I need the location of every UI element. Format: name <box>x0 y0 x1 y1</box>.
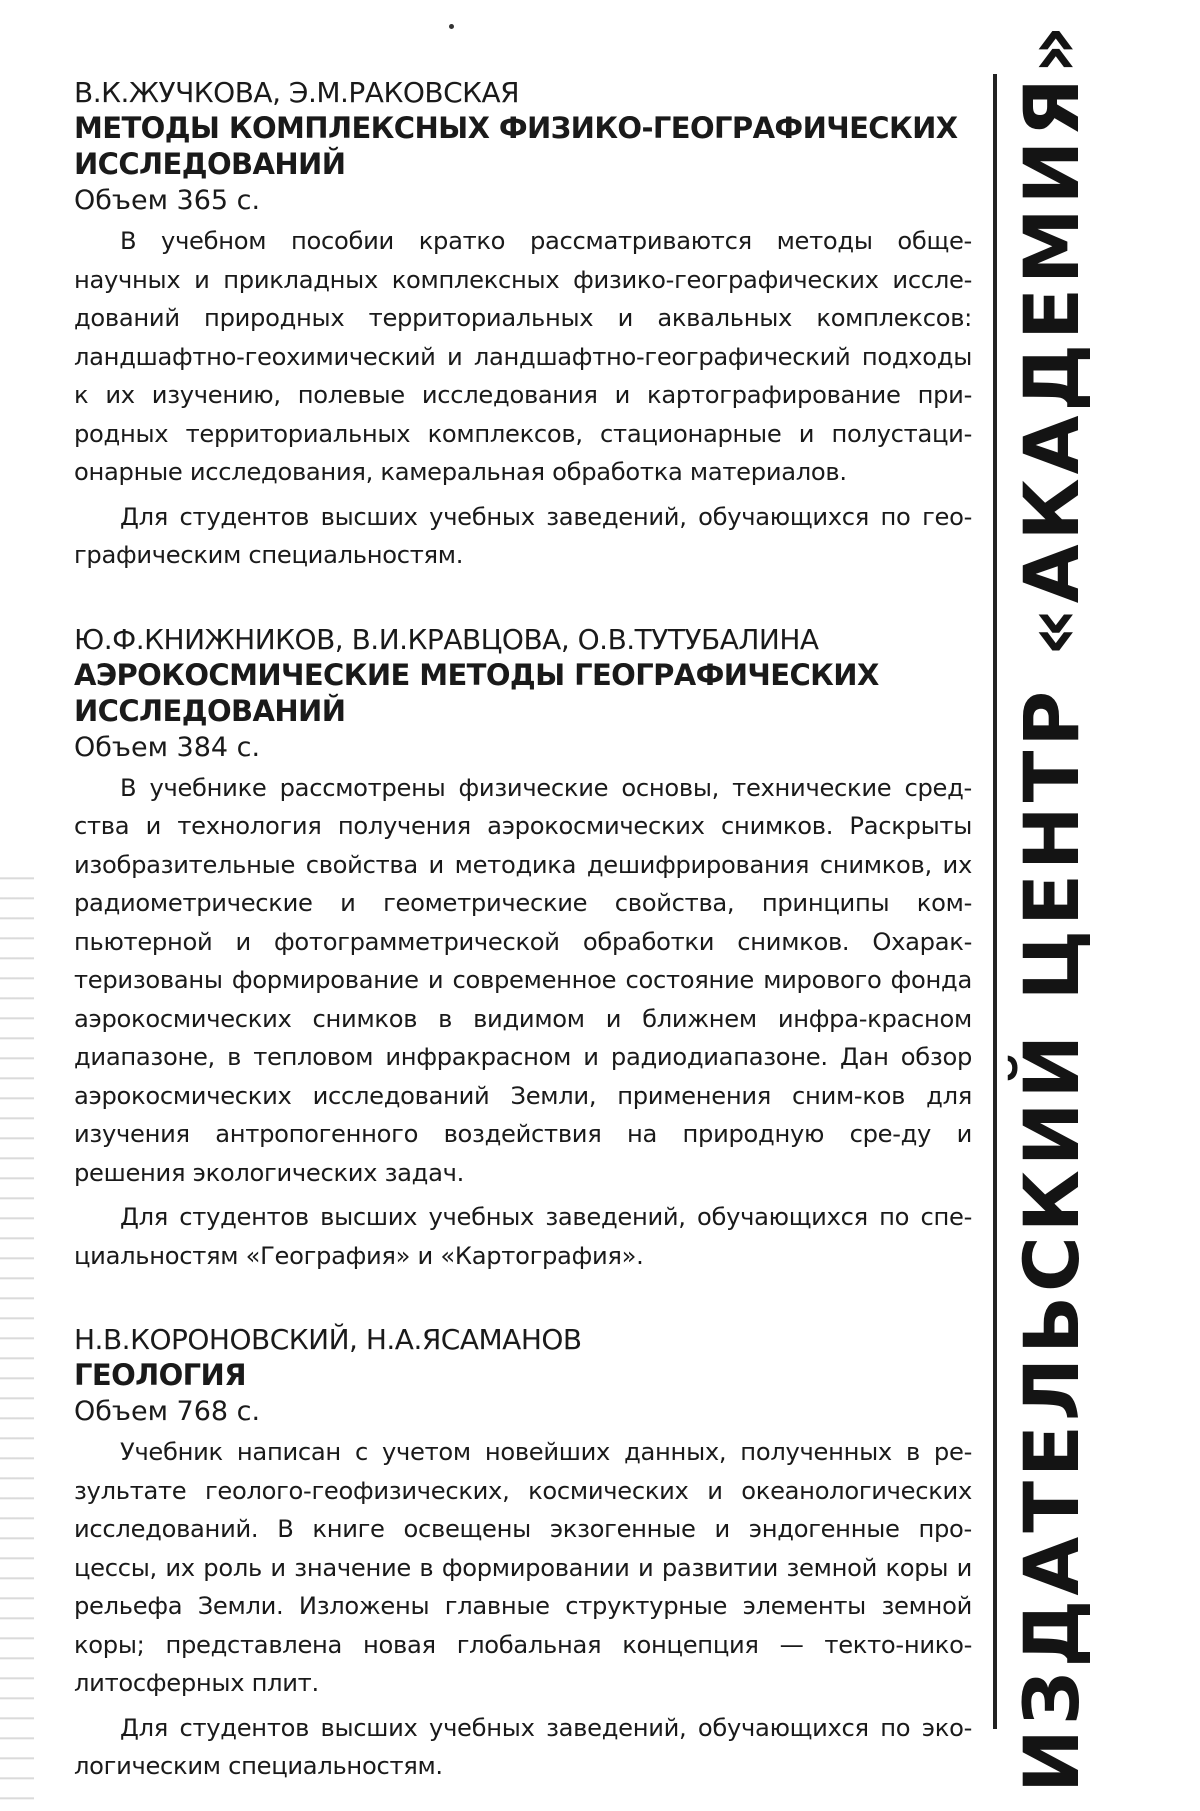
book-entry <box>74 1323 972 1786</box>
publisher-spine <box>1004 21 1100 1793</box>
book-entry <box>74 623 972 1276</box>
book-list <box>74 76 972 1786</box>
book-authors: В.К.ЖУЧКОВА, Э.М.РАКОВСКАЯ <box>74 76 520 109</box>
book-audience: Для студентов высших учебных заведений, обучающихся по гео-графическим специальностям. <box>74 502 972 569</box>
book-title-line: ГЕОЛОГИЯ <box>74 1358 246 1392</box>
book-title-line: ИССЛЕДОВАНИЙ <box>74 147 346 181</box>
book-title <box>74 110 972 182</box>
book-title <box>74 657 972 729</box>
book-title-line: ИССЛЕДОВАНИЙ <box>74 693 346 728</box>
vertical-divider <box>993 74 997 1729</box>
book-authors: Ю.Ф.КНИЖНИКОВ, В.И.КРАВЦОВА, О.В.ТУТУБАЛИНА <box>74 622 819 656</box>
book-authors: Н.В.КОРОНОВСКИЙ, Н.А.ЯСАМАНОВ <box>74 1323 582 1356</box>
book-audience: Для студентов высших учебных заведений, обучающихся по спе-циальностям «География» и «Картография». <box>74 1203 972 1270</box>
book-title-line: АЭРОКОСМИЧЕСКИЕ МЕТОДЫ ГЕОГРАФИЧЕСКИХ <box>74 657 879 692</box>
book-title <box>74 1357 972 1393</box>
book-entry <box>74 76 972 575</box>
book-title-line: МЕТОДЫ КОМПЛЕКСНЫХ ФИЗИКО-ГЕОГРАФИЧЕСКИХ <box>74 111 958 145</box>
book-volume: Объем 768 с. <box>74 1396 261 1427</box>
book-description: В учебнике рассмотрены физические основы, технические сред-ства и технология получения аэрокосмических снимков. Раскрыты изобразительные свойства и методика дешифрирования снимков, их радиометрические и геометрические свойства, принципы ком-пьютерной и фотограмметрической обработки снимков. Охарак-теризованы формирование и современное состояние мирового фонда аэрокосмических снимков в видимом и ближнем инфра-красном диапазоне, в тепловом инфракрасном и радиодиапазоне. Дан обзор аэрокосмических исследований Земли, применения сним-ков для изучения антропогенного воздействия на природную сре-ду и решения экологических задач. <box>74 773 972 1187</box>
book-volume: Объем 365 с. <box>74 185 261 216</box>
publisher-name: ИЗДАТЕЛЬСКИЙ ЦЕНТР «АКАДЕМИЯ» <box>1007 21 1097 1793</box>
book-audience: Для студентов высших учебных заведений, обучающихся по эко-логическим специальностям. <box>74 1713 972 1780</box>
scan-edge <box>0 860 34 1810</box>
book-description: Учебник написан с учетом новейших данных, полученных в ре-зультате геолого-геофизических, космических и океанологических исследований. В книге освещены экзогенные и эндогенные про-цессы, их роль и значение в формировании и развитии земной коры и рельефа Земли. Изложены главные структурные элементы земной коры; представлена новая глобальная концепция — текто-нико-литосферных плит. <box>74 1438 972 1697</box>
book-description: В учебном пособии кратко рассматриваются методы обще-научных и прикладных комплексных физико-географических иссле-дований природных территориальных и аквальных комплексов: ландшафтно-геохимический и ландшафтно-географический подходы к их изучению, полевые исследования и картографирование при-родных территориальных комплексов, стационарные и полустаци-онарные исследования, камеральная обработка материалов. <box>74 227 972 486</box>
book-volume: Объем 384 с. <box>74 731 261 763</box>
scan-mark <box>449 24 454 29</box>
